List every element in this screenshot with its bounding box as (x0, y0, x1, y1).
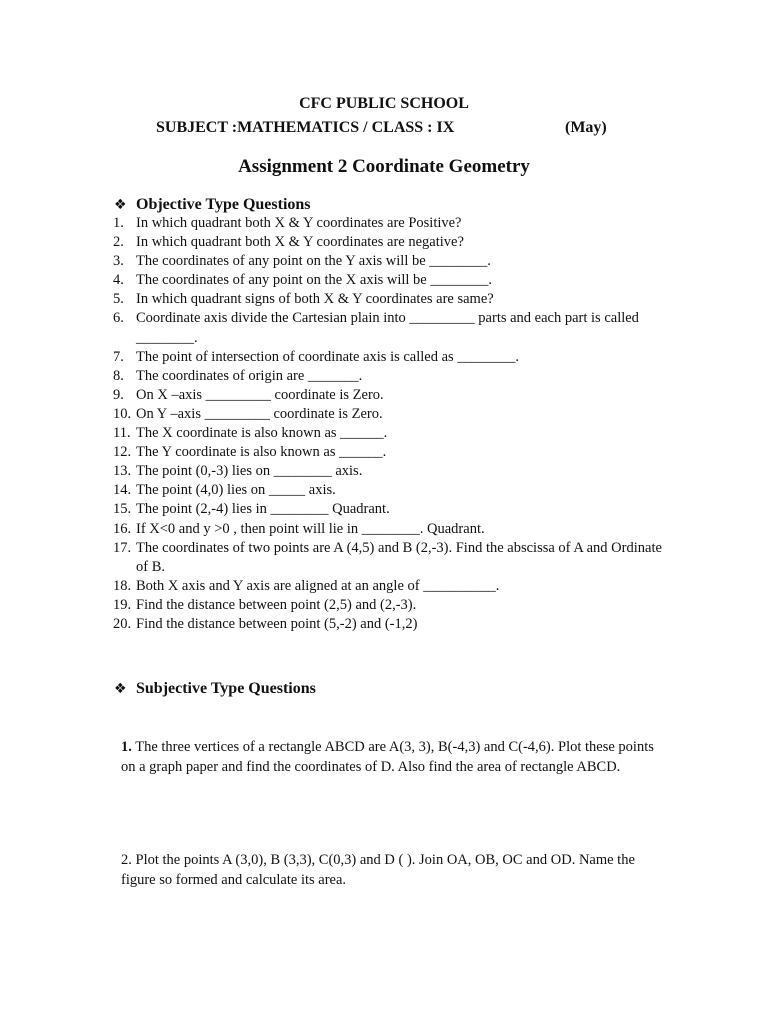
question-text: The coordinates of any point on the X axis will be ________. (136, 272, 492, 289)
diamond-bullet-icon: ❖ (114, 197, 127, 213)
question-text: In which quadrant both X & Y coordinates are Positive? (136, 215, 462, 231)
diamond-bullet-icon: ❖ (114, 681, 127, 697)
objective-question-list (0, 214, 768, 634)
question-number: 13. (113, 463, 132, 480)
month-label: (May) (565, 119, 607, 136)
question-text: If X<0 and y >0 , then point will lie in ________. Quadrant. (136, 520, 485, 537)
question-number: 2. (113, 234, 124, 251)
question-item (0, 539, 768, 577)
question-text: The Y coordinate is also known as ______. (136, 444, 387, 461)
subjective-heading-text: Subjective Type Questions (136, 680, 316, 697)
question-number: 7. (113, 348, 124, 365)
question-number: 5. (113, 291, 124, 308)
question-number: 19. (113, 596, 132, 613)
question-item (0, 443, 768, 462)
question-number: 12. (113, 444, 132, 461)
question-number: 10. (113, 405, 132, 422)
question-text: Both X axis and Y axis are aligned at an angle of __________. (136, 577, 500, 594)
question-number: 17. (113, 539, 132, 556)
question-item (0, 290, 768, 309)
question-item (0, 481, 768, 500)
question-number: 8. (113, 367, 124, 384)
objective-heading-text: Objective Type Questions (136, 196, 311, 213)
subjective-question-1 (121, 737, 661, 777)
question-item (0, 577, 768, 596)
question-item (0, 214, 768, 233)
question-text: The X coordinate is also known as ______. (136, 425, 388, 442)
question-number: 1. (113, 215, 124, 231)
question-number: 15. (113, 501, 132, 518)
question-item (0, 462, 768, 481)
question-item (0, 252, 768, 271)
subjective-question-1-number: 1. (121, 739, 132, 755)
question-number: 4. (113, 272, 124, 289)
question-item (0, 309, 768, 347)
assignment-title: Assignment 2 Coordinate Geometry (238, 156, 530, 177)
question-item (0, 424, 768, 443)
question-text: Coordinate axis divide the Cartesian plain into _________ parts and each part is called ________. (136, 310, 639, 346)
question-text: In which quadrant both X & Y coordinates are negative? (136, 234, 464, 251)
question-item (0, 271, 768, 290)
subjective-question-2: 2. Plot the points A (3,0), B (3,3), C(0,3) and D ( ). Join OA, OB, OC and OD. Name the figure so formed and calculate its area. (121, 852, 635, 888)
question-text: The point (2,-4) lies in ________ Quadrant. (136, 501, 390, 518)
question-text: The point (0,-3) lies on ________ axis. (136, 463, 363, 480)
question-number: 3. (113, 253, 124, 270)
subjective-section-heading (114, 679, 316, 699)
subject-class-line: SUBJECT :MATHEMATICS / CLASS : IX (156, 119, 455, 136)
question-item (0, 386, 768, 405)
question-number: 20. (113, 615, 132, 632)
question-item (0, 367, 768, 386)
question-number: 9. (113, 386, 124, 403)
subjective-question-1-text: The three vertices of a rectangle ABCD are A(3, 3), B(-4,3) and C(-4,6). Plot these points on a graph paper and find the coordinates of D. Also find the area of rectangle ABCD. (121, 739, 654, 775)
question-item (0, 520, 768, 539)
question-text: On X –axis _________ coordinate is Zero. (136, 386, 384, 403)
question-number: 14. (113, 482, 132, 499)
question-number: 11. (113, 425, 131, 442)
question-item (0, 405, 768, 424)
question-item (0, 500, 768, 519)
question-number: 18. (113, 577, 132, 594)
objective-section-heading (114, 195, 311, 215)
question-text: In which quadrant signs of both X & Y coordinates are same? (136, 291, 494, 308)
question-item (0, 348, 768, 367)
question-text: The coordinates of any point on the Y axis will be ________. (136, 253, 491, 270)
question-text: The coordinates of two points are A (4,5) and B (2,-3). Find the abscissa of A and Ordinate of B. (136, 539, 662, 575)
question-text: The point of intersection of coordinate axis is called as ________. (136, 348, 519, 365)
question-item (0, 615, 768, 634)
question-text: Find the distance between point (5,-2) and (-1,2) (136, 615, 418, 632)
school-name: CFC PUBLIC SCHOOL (299, 95, 469, 112)
question-text: The coordinates of origin are _______. (136, 367, 363, 384)
question-item (0, 233, 768, 252)
question-number: 6. (113, 310, 124, 327)
question-item (0, 596, 768, 615)
question-text: On Y –axis _________ coordinate is Zero. (136, 405, 383, 422)
question-text: Find the distance between point (2,5) and (2,-3). (136, 596, 417, 613)
question-text: The point (4,0) lies on _____ axis. (136, 482, 336, 499)
question-number: 16. (113, 520, 132, 537)
